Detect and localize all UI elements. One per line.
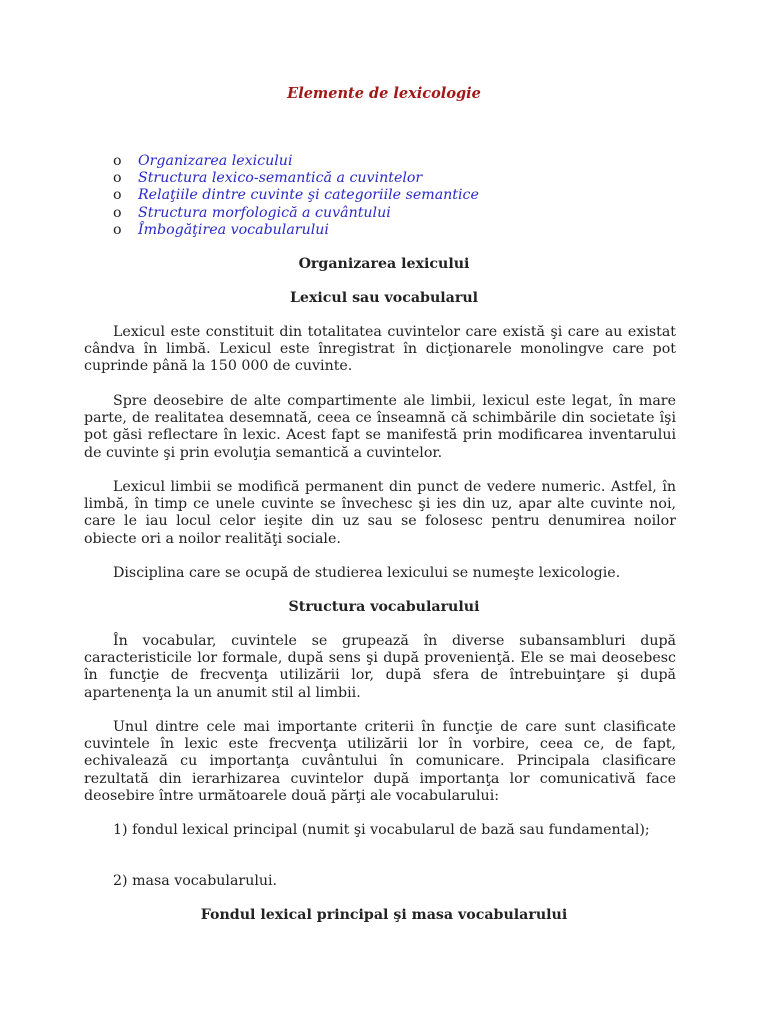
toc-link-structura-lexico[interactable]: Structura lexico-semantică a cuvintelor [138,170,423,187]
bullet-icon: o [113,221,122,238]
paragraph: Disciplina care se ocupă de studierea lexicului se numeşte lexicologie. [113,565,621,581]
toc-link-organizarea[interactable]: Organizarea lexicului [138,153,293,169]
section-heading-organizarea: Organizarea lexicului [298,256,470,272]
paragraph: Lexicul limbii se modifică permanent din punct de vedere numeric. Astfel, în limbă, în timp ce unele cuvinte se învechesc şi ies din uz, apar alte cuvinte noi, care le iau locul celor ieşite din uz sau se folosesc pentru denumirea noilor obiecte ori a noilor realităţi sociale. [84,479,676,547]
toc-link-imbogatirea[interactable]: Îmbogăţirea vocabularului [138,221,329,238]
toc-item[interactable] [113,170,479,187]
section-heading-structura: Structura vocabularului [288,599,480,615]
table-of-contents [113,153,479,239]
toc-item[interactable] [113,187,479,204]
bullet-icon: o [113,204,122,221]
toc-item[interactable] [113,153,479,170]
toc-item[interactable] [113,222,479,239]
bullet-icon: o [113,153,122,169]
paragraph: 1) fondul lexical principal (numit şi vocabularul de bază sau fundamental); [113,822,650,838]
toc-link-structura-morfologica[interactable]: Structura morfologică a cuvântului [138,204,391,221]
section-heading-fondul: Fondul lexical principal şi masa vocabularului [200,907,568,923]
paragraph: În vocabular, cuvintele se grupează în diverse subansambluri după caracteristicile lor formale, după sens şi după provenienţă. Ele se mai deosebesc în funcţie de frecvenţa utilizării lor, după sfera de întrebuinţare şi după apartenenţa la un anumit stil al limbii. [84,633,676,701]
bullet-icon: o [113,170,122,187]
toc-link-relatiile[interactable]: Relaţiile dintre cuvinte şi categoriile semantice [138,187,479,204]
paragraph: Unul dintre cele mai importante criterii în funcţie de care sunt clasificate cuvintele în lexic este frecvenţa utilizării lor în vorbire, ceea ce, de fapt, echivalează cu importanţa cuvântului în comunicare. Principala clasificare rezultată din ierarhizarea cuvintelor după importanţa lor comunicativă face deosebire între următoarele două părţi ale vocabularului: [84,719,676,804]
paragraph: Spre deosebire de alte compartimente ale limbii, lexicul este legat, în mare parte, de realitatea desemnată, ceea ce înseamnă că schimbările din societate îşi pot găsi reflectare în lexic. Acest fapt se manifestă prin modificarea inventarului de cuvinte şi prin evoluţia semantică a cuvintelor. [84,393,676,461]
section-heading-lexicul: Lexicul sau vocabularul [289,290,479,306]
document-title: Elemente de lexicologie [287,85,481,102]
bullet-icon: o [113,187,122,204]
paragraph: 2) masa vocabularului. [113,873,278,889]
toc-item[interactable] [113,205,479,222]
paragraph: Lexicul este constituit din totalitatea cuvintelor care există şi care au existat cândva în limbă. Lexicul este înregistrat în dicţionarele monolingve care pot cuprinde până la 150 000 de cuvinte. [84,324,676,375]
